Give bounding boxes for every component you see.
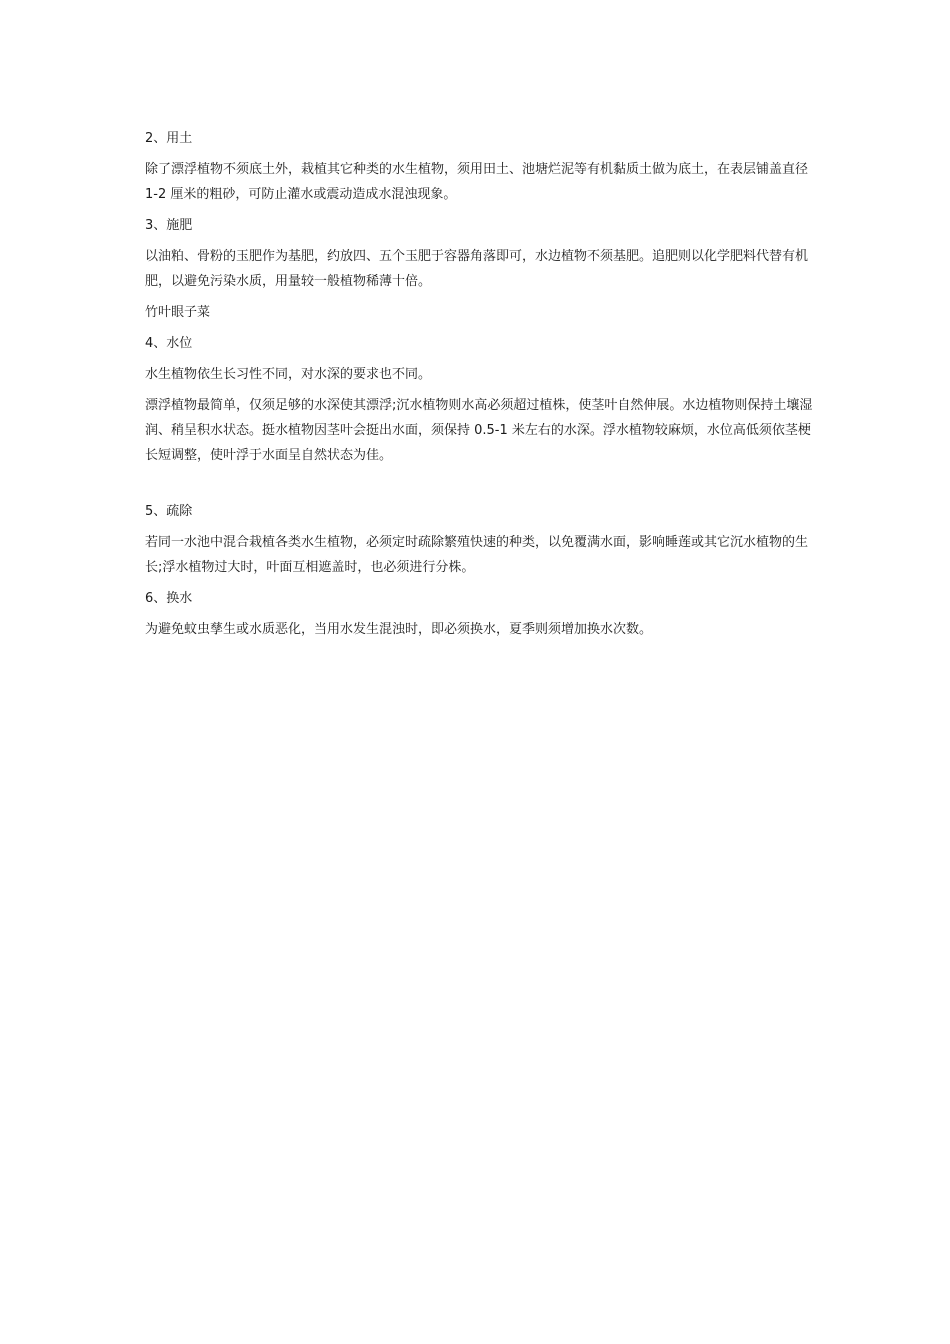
document-content — [145, 126, 813, 648]
section-3-heading: 3、施肥 — [145, 218, 193, 233]
section-2-heading: 2、用土 — [145, 131, 193, 146]
section-3-body: 以油粕、骨粉的玉肥作为基肥，约放四、五个玉肥于容器角落即可，水边植物不须基肥。追肥则以化学肥料代替有机肥，以避免污染水质，用量较一般植物稀薄十倍。 — [145, 249, 809, 289]
section-2-body: 除了漂浮植物不须底土外，栽植其它种类的水生植物，须用田土、池塘烂泥等有机黏质土做为底土，在表层铺盖直径 1-2 厘米的粗砂，可防止灌水或震动造成水混浊现象。 — [145, 162, 809, 202]
section-4-body-2: 漂浮植物最简单，仅须足够的水深使其漂浮;沉水植物则水高必须超过植株，使茎叶自然伸展。水边植物则保持土壤湿润、稍呈积水状态。挺水植物因茎叶会挺出水面，须保持 0.5-1 米左右的水深。浮水植物较麻烦，水位高低须依茎梗长短调整，使叶浮于水面呈自然状态为佳。 — [145, 398, 813, 463]
section-4-body-1: 水生植物依生长习性不同，对水深的要求也不同。 — [145, 367, 432, 382]
paragraph-gap — [145, 474, 813, 499]
section-5-body: 若同一水池中混合栽植各类水生植物，必须定时疏除繁殖快速的种类，以免覆满水面，影响睡莲或其它沉水植物的生长;浮水植物过大时，叶面互相遮盖时，也必须进行分株。 — [145, 535, 809, 575]
plant-name-line: 竹叶眼子菜 — [145, 305, 211, 320]
section-6-heading: 6、换水 — [145, 591, 193, 606]
section-6-body: 为避免蚊虫孳生或水质恶化，当用水发生混浊时，即必须换水，夏季则须增加换水次数。 — [145, 622, 653, 637]
section-5-heading: 5、疏除 — [145, 504, 193, 519]
section-4-heading: 4、水位 — [145, 336, 193, 351]
